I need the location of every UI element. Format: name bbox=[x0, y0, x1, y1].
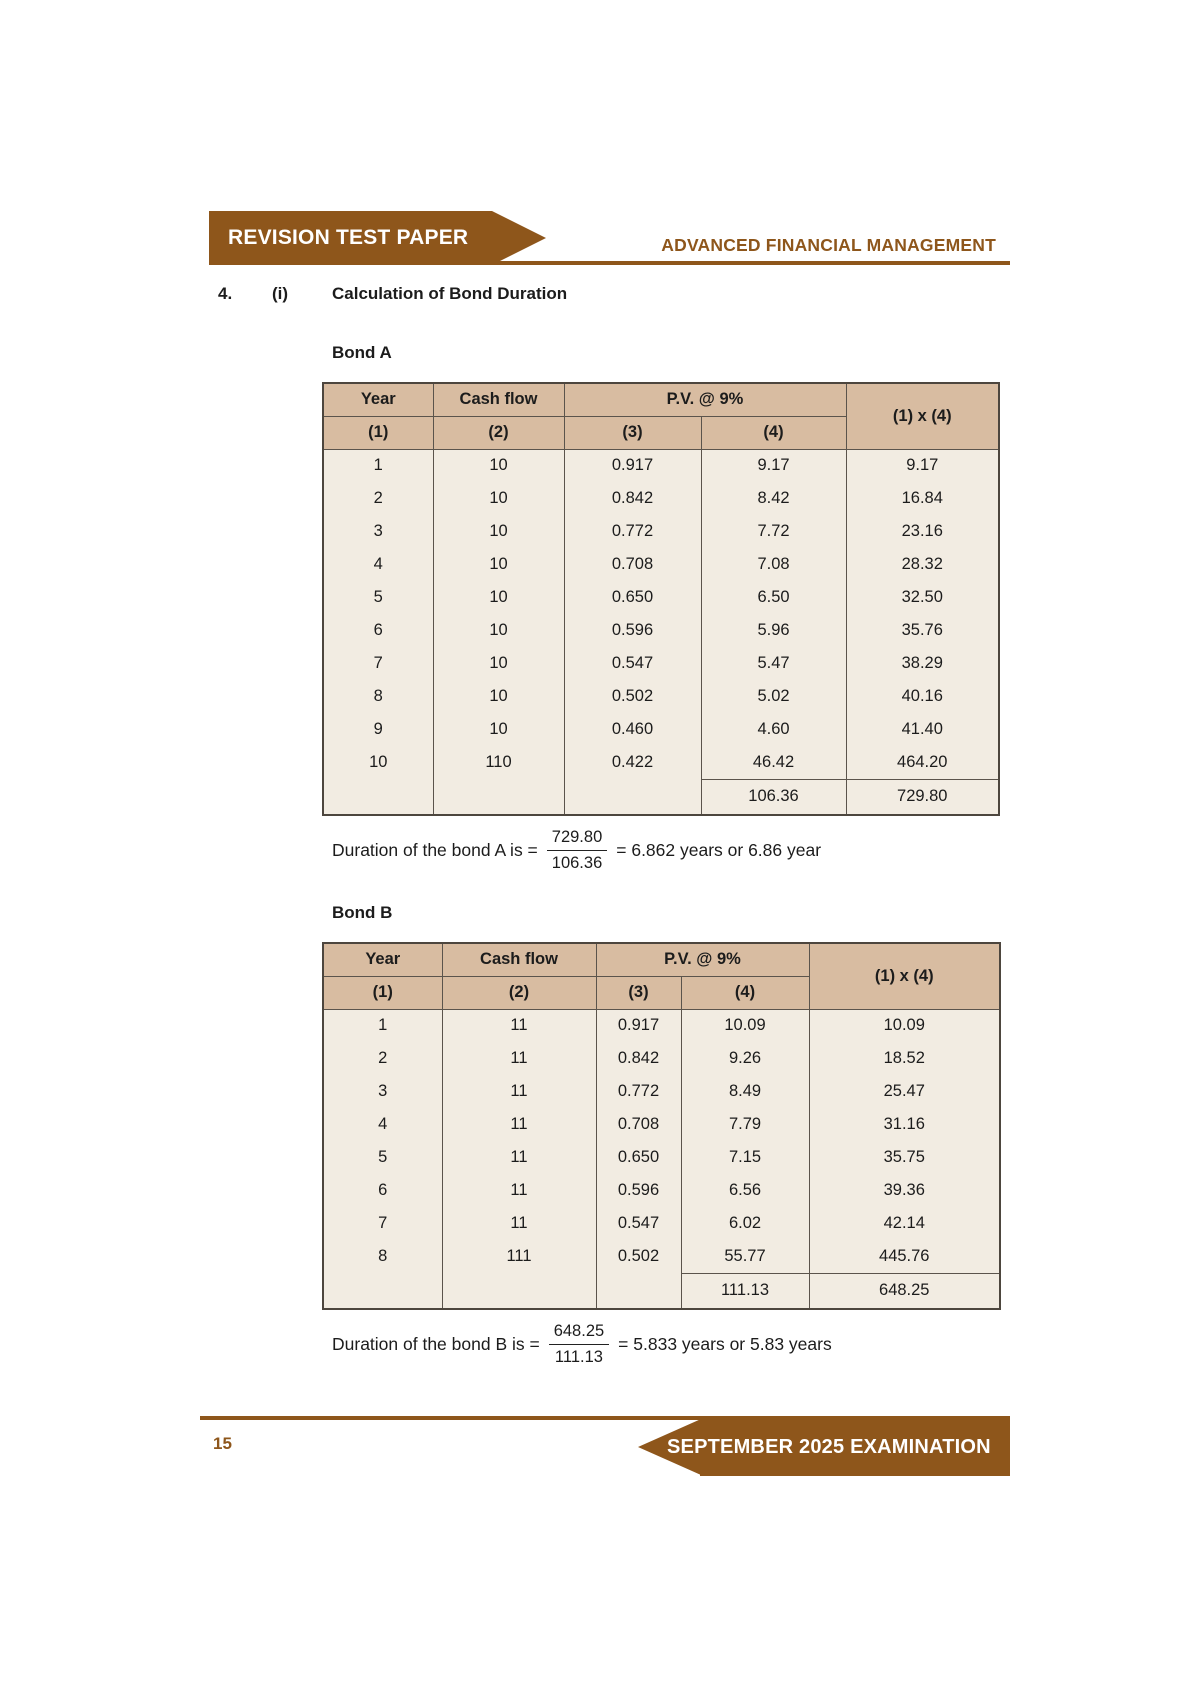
cell-empty bbox=[596, 1273, 681, 1309]
cell-pv-value: 7.79 bbox=[681, 1108, 809, 1141]
col-subheader-3: (3) bbox=[596, 976, 681, 1009]
cell-empty bbox=[323, 779, 433, 815]
question-part: (i) bbox=[272, 284, 289, 303]
col-subheader-2: (2) bbox=[433, 416, 564, 449]
duration-formula-b bbox=[332, 1320, 832, 1369]
question-title: Calculation of Bond Duration bbox=[332, 284, 568, 303]
col-header-cash-flow: Cash flow bbox=[442, 943, 596, 976]
table-row bbox=[323, 713, 999, 746]
table-totals-row bbox=[323, 1273, 1000, 1309]
cell-pv-factor: 0.650 bbox=[564, 581, 701, 614]
cell-pv-factor: 0.502 bbox=[596, 1240, 681, 1273]
bond-a-heading: Bond A bbox=[332, 343, 392, 362]
table-header-row bbox=[323, 383, 999, 416]
cell-total-product: 648.25 bbox=[809, 1273, 1000, 1309]
cell-cash-flow: 10 bbox=[433, 449, 564, 482]
cell-empty bbox=[442, 1273, 596, 1309]
col-subheader-1: (1) bbox=[323, 976, 442, 1009]
table-row bbox=[323, 1075, 1000, 1108]
header-banner-label: REVISION TEST PAPER bbox=[228, 226, 469, 249]
table-header-row bbox=[323, 943, 1000, 976]
cell-cash-flow: 11 bbox=[442, 1042, 596, 1075]
cell-cash-flow: 10 bbox=[433, 548, 564, 581]
col-subheader-3: (3) bbox=[564, 416, 701, 449]
cell-cash-flow: 11 bbox=[442, 1075, 596, 1108]
cell-cash-flow: 10 bbox=[433, 581, 564, 614]
cell-year: 6 bbox=[323, 614, 433, 647]
cell-year: 5 bbox=[323, 1141, 442, 1174]
header-banner-arrow-icon bbox=[492, 211, 546, 265]
cell-year: 4 bbox=[323, 1108, 442, 1141]
cell-product: 23.16 bbox=[846, 515, 999, 548]
cell-cash-flow: 10 bbox=[433, 680, 564, 713]
cell-cash-flow: 11 bbox=[442, 1009, 596, 1042]
cell-cash-flow: 10 bbox=[433, 713, 564, 746]
cell-pv-value: 5.02 bbox=[701, 680, 846, 713]
duration-b-numerator: 648.25 bbox=[549, 1320, 609, 1345]
duration-b-result: = 5.833 years or 5.83 years bbox=[618, 1334, 832, 1355]
cell-year: 9 bbox=[323, 713, 433, 746]
cell-pv-value: 7.15 bbox=[681, 1141, 809, 1174]
cell-pv-value: 8.42 bbox=[701, 482, 846, 515]
col-header-pv: P.V. @ 9% bbox=[596, 943, 809, 976]
cell-pv-factor: 0.596 bbox=[596, 1174, 681, 1207]
col-subheader-4: (4) bbox=[701, 416, 846, 449]
cell-year: 3 bbox=[323, 1075, 442, 1108]
duration-b-fraction bbox=[549, 1320, 609, 1369]
cell-product: 41.40 bbox=[846, 713, 999, 746]
cell-year: 1 bbox=[323, 449, 433, 482]
cell-product: 18.52 bbox=[809, 1042, 1000, 1075]
cell-pv-factor: 0.708 bbox=[596, 1108, 681, 1141]
cell-pv-value: 10.09 bbox=[681, 1009, 809, 1042]
cell-year: 8 bbox=[323, 1240, 442, 1273]
col-header-year: Year bbox=[323, 943, 442, 976]
cell-product: 40.16 bbox=[846, 680, 999, 713]
cell-pv-value: 8.49 bbox=[681, 1075, 809, 1108]
cell-pv-factor: 0.842 bbox=[596, 1042, 681, 1075]
cell-total-pv: 106.36 bbox=[701, 779, 846, 815]
table-row bbox=[323, 1240, 1000, 1273]
cell-pv-value: 6.50 bbox=[701, 581, 846, 614]
cell-pv-value: 9.26 bbox=[681, 1042, 809, 1075]
cell-cash-flow: 11 bbox=[442, 1108, 596, 1141]
cell-cash-flow: 111 bbox=[442, 1240, 596, 1273]
col-header-product: (1) x (4) bbox=[846, 383, 999, 449]
duration-a-denominator: 106.36 bbox=[551, 854, 603, 873]
cell-pv-value: 7.72 bbox=[701, 515, 846, 548]
cell-cash-flow: 10 bbox=[433, 647, 564, 680]
cell-pv-value: 6.56 bbox=[681, 1174, 809, 1207]
table-row bbox=[323, 1042, 1000, 1075]
cell-product: 39.36 bbox=[809, 1174, 1000, 1207]
cell-cash-flow: 11 bbox=[442, 1207, 596, 1240]
cell-cash-flow: 11 bbox=[442, 1174, 596, 1207]
duration-b-prefix: Duration of the bond B is = bbox=[332, 1334, 540, 1355]
table-row bbox=[323, 1207, 1000, 1240]
bond-a-table bbox=[322, 382, 1000, 816]
table-row bbox=[323, 581, 999, 614]
cell-empty bbox=[323, 1273, 442, 1309]
cell-year: 8 bbox=[323, 680, 433, 713]
cell-pv-factor: 0.547 bbox=[564, 647, 701, 680]
cell-pv-value: 9.17 bbox=[701, 449, 846, 482]
cell-product: 42.14 bbox=[809, 1207, 1000, 1240]
cell-cash-flow: 110 bbox=[433, 746, 564, 779]
col-header-year: Year bbox=[323, 383, 433, 416]
cell-product: 35.75 bbox=[809, 1141, 1000, 1174]
cell-year: 7 bbox=[323, 1207, 442, 1240]
cell-product: 10.09 bbox=[809, 1009, 1000, 1042]
duration-formula-a bbox=[332, 826, 821, 875]
cell-year: 10 bbox=[323, 746, 433, 779]
footer-banner-label: SEPTEMBER 2025 EXAMINATION bbox=[667, 1436, 991, 1458]
cell-year: 7 bbox=[323, 647, 433, 680]
cell-pv-value: 46.42 bbox=[701, 746, 846, 779]
cell-pv-factor: 0.708 bbox=[564, 548, 701, 581]
cell-empty bbox=[564, 779, 701, 815]
cell-year: 1 bbox=[323, 1009, 442, 1042]
table-row bbox=[323, 449, 999, 482]
cell-pv-value: 5.47 bbox=[701, 647, 846, 680]
duration-b-denominator: 111.13 bbox=[554, 1348, 603, 1367]
bond-b-table bbox=[322, 942, 1001, 1310]
cell-pv-factor: 0.772 bbox=[596, 1075, 681, 1108]
col-header-cash-flow: Cash flow bbox=[433, 383, 564, 416]
cell-year: 3 bbox=[323, 515, 433, 548]
cell-pv-value: 7.08 bbox=[701, 548, 846, 581]
cell-cash-flow: 10 bbox=[433, 515, 564, 548]
duration-a-numerator: 729.80 bbox=[547, 826, 607, 851]
col-subheader-2: (2) bbox=[442, 976, 596, 1009]
cell-pv-factor: 0.502 bbox=[564, 680, 701, 713]
table-row bbox=[323, 1141, 1000, 1174]
subject-title: ADVANCED FINANCIAL MANAGEMENT bbox=[661, 235, 996, 255]
bond-b-heading: Bond B bbox=[332, 903, 393, 922]
cell-year: 2 bbox=[323, 1042, 442, 1075]
cell-pv-factor: 0.772 bbox=[564, 515, 701, 548]
cell-product: 9.17 bbox=[846, 449, 999, 482]
cell-product: 35.76 bbox=[846, 614, 999, 647]
table-row bbox=[323, 647, 999, 680]
cell-pv-factor: 0.917 bbox=[596, 1009, 681, 1042]
col-subheader-1: (1) bbox=[323, 416, 433, 449]
col-subheader-4: (4) bbox=[681, 976, 809, 1009]
cell-pv-value: 55.77 bbox=[681, 1240, 809, 1273]
cell-product: 445.76 bbox=[809, 1240, 1000, 1273]
cell-product: 32.50 bbox=[846, 581, 999, 614]
cell-product: 38.29 bbox=[846, 647, 999, 680]
col-header-pv: P.V. @ 9% bbox=[564, 383, 846, 416]
header-rule bbox=[209, 261, 1010, 265]
cell-pv-factor: 0.917 bbox=[564, 449, 701, 482]
cell-total-pv: 111.13 bbox=[681, 1273, 809, 1309]
cell-cash-flow: 10 bbox=[433, 614, 564, 647]
cell-product: 25.47 bbox=[809, 1075, 1000, 1108]
question-number: 4. bbox=[218, 284, 233, 303]
cell-year: 6 bbox=[323, 1174, 442, 1207]
table-row bbox=[323, 548, 999, 581]
cell-pv-factor: 0.650 bbox=[596, 1141, 681, 1174]
cell-pv-value: 5.96 bbox=[701, 614, 846, 647]
table-row bbox=[323, 746, 999, 779]
cell-year: 2 bbox=[323, 482, 433, 515]
cell-total-product: 729.80 bbox=[846, 779, 999, 815]
cell-year: 5 bbox=[323, 581, 433, 614]
cell-pv-factor: 0.596 bbox=[564, 614, 701, 647]
cell-cash-flow: 10 bbox=[433, 482, 564, 515]
cell-product: 28.32 bbox=[846, 548, 999, 581]
cell-empty bbox=[433, 779, 564, 815]
cell-pv-factor: 0.460 bbox=[564, 713, 701, 746]
cell-pv-value: 4.60 bbox=[701, 713, 846, 746]
cell-pv-factor: 0.842 bbox=[564, 482, 701, 515]
table-row bbox=[323, 614, 999, 647]
page-number: 15 bbox=[213, 1434, 232, 1453]
table-row bbox=[323, 515, 999, 548]
table-row bbox=[323, 482, 999, 515]
cell-pv-value: 6.02 bbox=[681, 1207, 809, 1240]
table-row bbox=[323, 680, 999, 713]
table-totals-row bbox=[323, 779, 999, 815]
col-header-product: (1) x (4) bbox=[809, 943, 1000, 1009]
cell-product: 31.16 bbox=[809, 1108, 1000, 1141]
duration-a-fraction bbox=[547, 826, 607, 875]
cell-pv-factor: 0.422 bbox=[564, 746, 701, 779]
cell-pv-factor: 0.547 bbox=[596, 1207, 681, 1240]
cell-product: 464.20 bbox=[846, 746, 999, 779]
duration-a-prefix: Duration of the bond A is = bbox=[332, 840, 538, 861]
cell-year: 4 bbox=[323, 548, 433, 581]
cell-product: 16.84 bbox=[846, 482, 999, 515]
cell-cash-flow: 11 bbox=[442, 1141, 596, 1174]
duration-a-result: = 6.862 years or 6.86 year bbox=[616, 840, 822, 861]
table-row bbox=[323, 1009, 1000, 1042]
table-row bbox=[323, 1108, 1000, 1141]
table-row bbox=[323, 1174, 1000, 1207]
